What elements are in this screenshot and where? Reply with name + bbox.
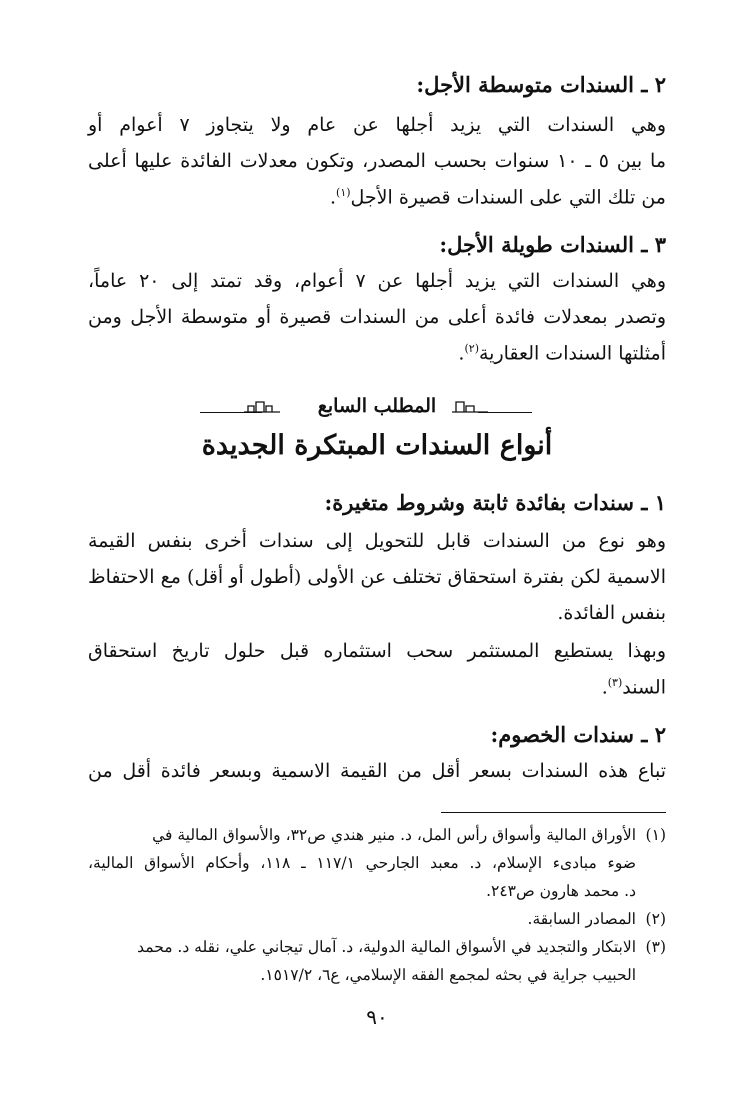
section-heading-medium-term: ٢ ـ السندات متوسطة الأجل: — [416, 72, 666, 97]
paragraph-line-last: بنفس الفائدة. — [557, 602, 666, 624]
section-label: المطلب السابع — [317, 395, 437, 417]
paragraph-line: وهو نوع من السندات قابل للتحويل إلى سندات أخرى بنفس القيمة — [88, 530, 666, 552]
paragraph-text: السند — [622, 676, 666, 699]
footnote-text: المصادر السابقة. — [527, 910, 636, 928]
paragraph-line: وتصدر بمعدلات فائدة أعلى من السندات قصيرة أو متوسطة الأجل ومن — [88, 306, 666, 328]
footnote-ref: (١) — [336, 186, 351, 199]
paragraph-line: تباع هذه السندات بسعر أقل من القيمة الاسمية وبسعر فائدة أقل من — [88, 760, 666, 782]
paragraph-end: . — [601, 676, 608, 699]
paragraph-line-last — [88, 186, 666, 208]
footnote-3 — [88, 938, 666, 956]
footnote-text: الابتكار والتجديد في الأسواق المالية الدولية، د. آمال تيجاني علي، نقله د. محمد — [137, 938, 636, 956]
paragraph-line: وهي السندات التي يزيد أجلها عن عام ولا يتجاوز ٧ أعوام أو — [88, 114, 666, 136]
paragraph-line: الاسمية لكن بفترة استحقاق تختلف عن الأولى (أطول أو أقل) مع الاحتفاظ — [88, 566, 666, 588]
footnote-ref: (٣) — [607, 676, 623, 689]
footnote-number: (١) — [645, 826, 666, 844]
paragraph-text: أمثلتها السندات العقارية — [478, 342, 666, 365]
section-heading-discount-bonds: ٢ ـ سندات الخصوم: — [490, 722, 666, 747]
footnote-2 — [88, 910, 666, 928]
footnote-separator — [441, 812, 666, 813]
footnote-1 — [88, 826, 666, 844]
paragraph-line-last — [88, 342, 666, 364]
page-number: ٩٠ — [366, 1005, 388, 1029]
paragraph-end: . — [329, 186, 337, 209]
footnote-text: الحبيب جراية في بحثه لمجمع الفقه الإسلامي، ع٦، ١٥١٧/٢. — [260, 966, 636, 984]
footnote-number: (٢) — [645, 910, 666, 928]
paragraph-line: ما بين ٥ ـ ١٠ سنوات بحسب المصدر، وتكون معدلات الفائدة عليها أعلى — [88, 150, 666, 172]
paragraph-line-last — [88, 676, 666, 698]
footnote-number: (٣) — [645, 938, 666, 956]
paragraph-line: وهي السندات التي يزيد أجلها عن ٧ أعوام، وقد تمتد إلى ٢٠ عاماً، — [88, 270, 666, 292]
footnote-text: الأوراق المالية وأسواق رأس المل، د. منير هندي ص٣٢، والأسواق المالية في — [152, 826, 636, 844]
footnote-text: ضوء مبادىء الإسلام، د. معبد الجارحي ١١٧/١ ـ ١١٨، وأحكام الأسواق المالية، — [88, 854, 636, 872]
section-heading-long-term: ٣ ـ السندات طويلة الأجل: — [439, 232, 666, 257]
footnote-ref: (٢) — [464, 342, 479, 355]
footnote-text: د. محمد هارون ص٢٤٣. — [486, 882, 636, 900]
paragraph-end: . — [458, 342, 465, 365]
paragraph-line: وبهذا يستطيع المستثمر سحب استثماره قبل حلول تاريخ استحقاق — [88, 640, 666, 662]
section-heading-fixed-interest: ١ ـ سندات بفائدة ثابتة وشروط متغيرة: — [324, 490, 666, 515]
paragraph-text: من تلك التي على السندات قصيرة الأجل — [350, 186, 666, 209]
chapter-title: أنواع السندات المبتكرة الجديدة — [201, 430, 553, 461]
